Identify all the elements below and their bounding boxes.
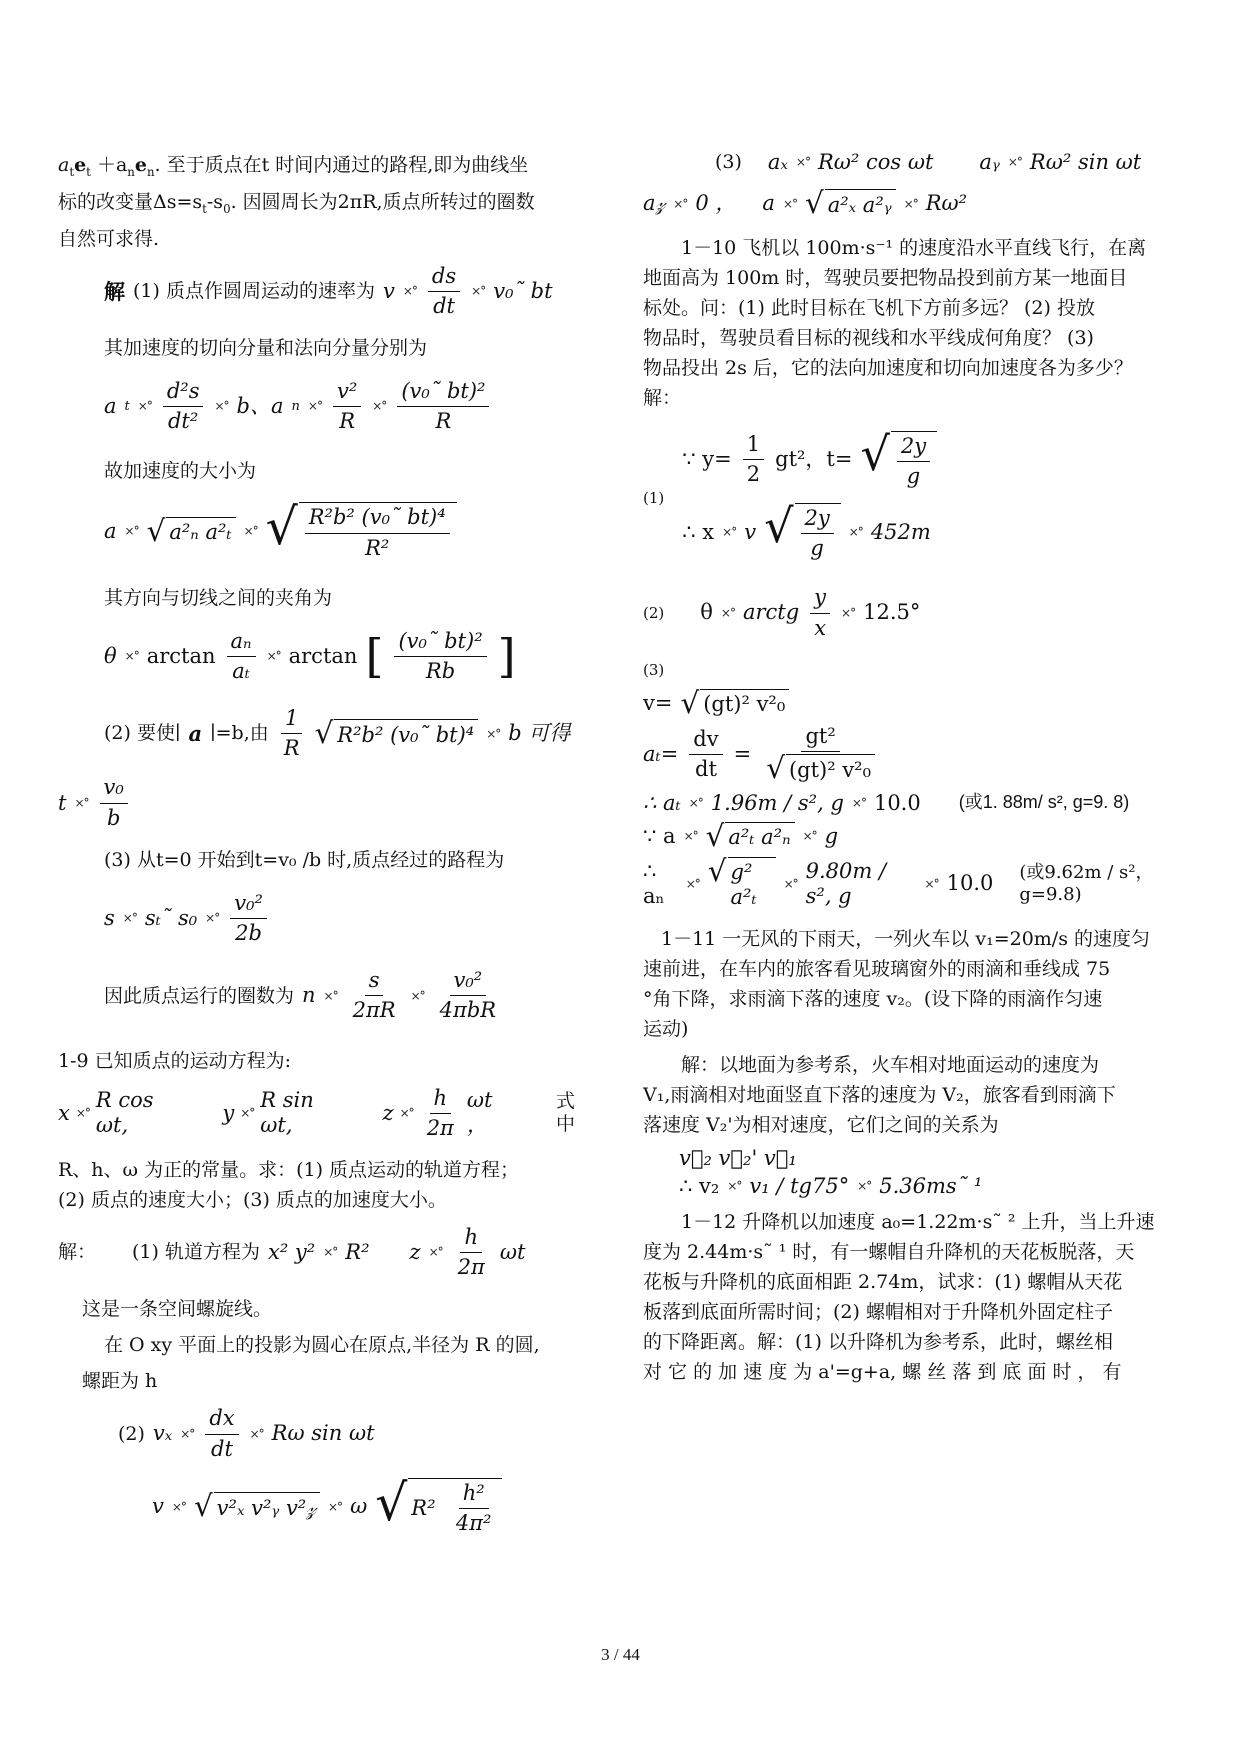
left-column	[58, 150, 600, 1558]
acceleration-components: (3) aₓ ×° Rω² cos ωt aᵧ ×° Rω² sin ωt	[715, 150, 1142, 174]
tangential-acceleration-equation: aₜ= $\frac{dv}{dt}$ = gt² √ (gt)² v²₀	[643, 724, 1183, 784]
question-1-9-desc: R、h、ω 为正的常量。求：(1) 质点运动的轨道方程； (2) 质点的速度大小；(3) 质点的加速度大小。	[58, 1158, 520, 1211]
question-1-9-title: 1-9 已知质点的运动方程为:	[58, 1049, 292, 1072]
question-1-10: 1－10 飞机以 100m·s⁻¹ 的速度沿水平直线飞行，在离 地面高为 100m 时，驾驶员要把物品投到前方某一地面目 标处。问：(1) 此时目标在飞机下方前多远？ (2) 投放 物品时，驾驶员看目标的视线和水平线成何角度？ (3) 物品投出 2s 后，它的法向加速度和切向加速度各为多少？ 解：	[643, 236, 1147, 409]
path-equation: s ×° sₜ˜ s₀ ×° $\frac{\text{v₀²}}{2b}$	[58, 891, 600, 946]
pitch-text: 螺距为 h	[82, 1370, 158, 1393]
angle-equation: θ ×° arctan $\frac{\text{aₙ}}{\text{aₜ}}$ ×° arctan [ $\frac{\text{(v₀˜ bt)²}}{Rb}$ ]	[104, 628, 516, 684]
speed-equation: 解 (1) 质点作圆周运动的速率为 v ×° $\frac{ds}{dt}$ ×° v₀˜ bt	[104, 263, 553, 318]
magnitude-equation: a ×° √ a²ₙ a²ₜ ×° √ $\frac{\text{R²b² (v₀˜ bt)⁴}}{\text{R²}}$	[58, 502, 600, 560]
page-number: 3 / 44	[601, 1645, 640, 1664]
relative-velocity-equation: v⃗₂ v⃗₂' v⃗₁	[679, 1146, 797, 1171]
q110-part1: (1) ∵ y= $\frac{1}{2}$ gt²，t= √ $\frac{2y}{g}$ ∴ x ×° v √ $\frac{2y}{g}$ ×° 452m	[643, 421, 1183, 576]
helix-text: 这是一条空间螺旋线。	[82, 1298, 273, 1321]
question-1-12: 1－12 升降机以加速度 a₀=1.22m·s˜ ² 上升，当上升速 度为 2.44m·s˜ ¹ 时，有一螺帽自升降机的天花板脱落，天 花板与升降机的底面相距 2.74m，试求：(1) 螺帽从天花 板落到底面所需时间；(2) 螺帽相对于升降机外固定柱子 的下降距离。解：(1) 以升降机为参考系，此时，螺丝相 对 它 的 加 速 度 为 a'=g+a, 螺 丝 落 到 底 面 时 ， 有	[643, 1210, 1155, 1383]
part3-text: (3) 从t=0 开始到t=v₀ /b 时,质点经过的路程为	[104, 848, 505, 871]
t-equation: t ×° $\frac{\text{v₀}}{b}$	[58, 775, 600, 830]
fall-time-equation: ∵ y= $\frac{1}{2}$ gt²，t= √ $\frac{2y}{g}$	[682, 431, 937, 489]
vx-equation: (2) vₓ ×° $\frac{dx}{dt}$ ×° Rω sin ωt	[118, 1406, 375, 1461]
total-acceleration-equation: ∵ a ×° √ a²ₜ a²ₙ ×° g	[643, 818, 839, 853]
projection-text: 在 O xy 平面上的投影为圆心在原点,半径为 R 的圆,	[104, 1334, 540, 1357]
speed-magnitude-equation: v ×° √ v²ₓ v²ᵧ v²𝓏 ×° ω √ R² $\frac{\text{h²}}{\text{4π²}}$	[58, 1478, 600, 1536]
orbit-equation: 解： (1) 轨道方程为 x² y² ×° R² z ×° $\frac{h}{2\pi}$ ωt	[58, 1224, 526, 1280]
velocity-equation: v= √ (gt)² v²₀	[643, 689, 1183, 718]
angle-text: 其方向与切线之间的夹角为	[104, 586, 333, 609]
motion-equations: x ×° R cos ωt, y ×° R sin ωt, z ×° $\frac{h}{2\pi}$ ωt ， 式 中	[58, 1085, 576, 1140]
rain-speed-equation: ∴ v₂ ×° v₁ / tg75° ×° 5.36ms˜ ¹	[679, 1173, 983, 1198]
question-1-11: 1－11 一无风的下雨天，一列火车以 v₁=20m/s 的速度匀 速前进，在车内的旅客看见玻璃窗外的雨滴和垂线成 75 °角下降，求雨滴下落的速度 v₂。(设下降的雨滴作匀速 运动)	[643, 928, 1151, 1041]
magnitude-text: 故加速度的大小为	[104, 460, 257, 483]
part2-equation: (2) 要使∣ a ∣=b,由 $\frac{1}{R}$ √ R²b² (v₀˜ bt)⁴ ×° b 可得	[104, 706, 571, 761]
normal-acceleration-result: ∴ aₙ ×° √ g² a²ₜ ×° 9.80m / s², g ×° 10.0 (或9.62m / s²，g=9.8)	[643, 854, 1154, 910]
acceleration-magnitude: a𝓏 ×° 0 ， a ×° √ a²ₓ a²ᵧ ×° Rω²	[643, 186, 968, 221]
tangential-acceleration-result: ∴ aₜ ×° 1.96m / s², g ×° 10.0 (或1. 88m/ s², g=9. 8)	[643, 790, 1130, 815]
angle-equation-right: (2) θ ×° arctg $\frac{y}{x}$ ×° 12.5°	[643, 585, 921, 640]
laps-equation: 因此质点运行的圈数为 n ×° $\frac{s}{2\pi R}$ ×° $\frac{\text{v₀²}}{\text{4πbR}}$	[104, 968, 497, 1023]
part3-label: (3)	[643, 660, 665, 679]
distance-equation: ∴ x ×° v √ $\frac{2y}{g}$ ×° 452m	[682, 498, 931, 561]
intro-paragraph: $a_te_t +a_ne_n$. 至于质点在t 时间内通过的路程,即为曲线坐 标的改变量$\Delta s=s_t-s_0$. 因圆周长为2πR,质点所转过的圈数 自然可求得.	[58, 154, 535, 250]
tangential-normal-equation: a t ×° $\frac{\text{d²s}}{\text{dt²}}$ ×° b、a n ×° $\frac{\text{v²}}{R}$ ×° $\frac{\text{(v₀˜ bt)²}}{R}$	[58, 379, 600, 434]
right-column	[643, 150, 1183, 1393]
question-1-11-solution: 解：以地面为参考系，火车相对地面运动的速度为 V₁,雨滴相对地面竖直下落的速度为 V₂，旅客看到雨滴下 落速度 V₂'为相对速度，它们之间的关系为	[643, 1054, 1116, 1137]
accel-components-text: 其加速度的切向分量和法向分量分别为	[104, 336, 428, 359]
